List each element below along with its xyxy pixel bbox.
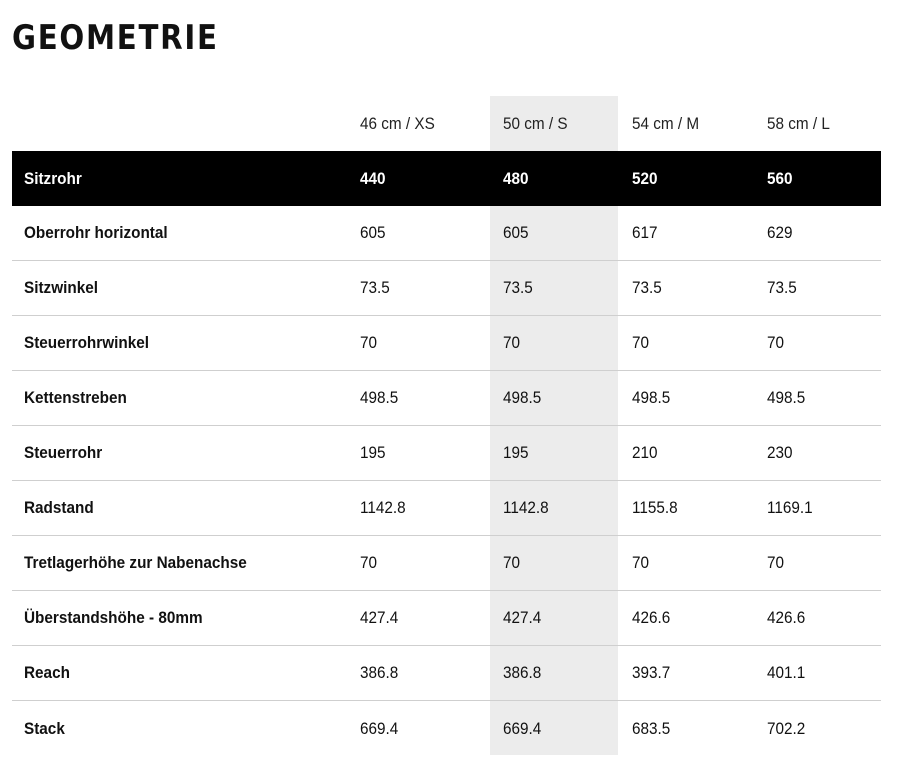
row-label: Tretlagerhöhe zur Nabenachse [24, 553, 247, 572]
table-row-oberrohr-horizontal[interactable] [12, 206, 881, 261]
cell-value: 70 [503, 553, 521, 572]
table-row-steuerrohr[interactable] [12, 426, 881, 481]
cell-value: 210 [632, 443, 658, 462]
cell-value: 73.5 [767, 278, 797, 297]
row-label: Kettenstreben [24, 388, 127, 407]
cell-value: 70 [767, 553, 785, 572]
table-row-reach[interactable] [12, 646, 881, 701]
cell-value: 498.5 [503, 388, 542, 407]
cell-value: 702.2 [767, 718, 806, 738]
table-header-row [12, 96, 881, 151]
cell-value: 73.5 [360, 278, 390, 297]
cell-value: 73.5 [632, 278, 662, 297]
row-label: Radstand [24, 498, 94, 517]
cell-value: 427.4 [503, 608, 542, 627]
table-row-kettenstreben[interactable] [12, 371, 881, 426]
table-row-tretlagerhoehe[interactable] [12, 536, 881, 591]
cell-value: 1169.1 [767, 498, 813, 517]
row-label: Reach [24, 663, 70, 682]
cell-value: 560 [767, 168, 793, 188]
cell-value: 498.5 [767, 388, 806, 407]
cell-value: 520 [632, 168, 658, 188]
table-row-steuerrohrwinkel[interactable] [12, 316, 881, 371]
column-header-xs[interactable]: 46 cm / XS [360, 113, 435, 133]
row-label: Steuerrohrwinkel [24, 333, 149, 352]
cell-value: 480 [503, 168, 529, 188]
cell-value: 230 [767, 443, 793, 462]
table-row-stack[interactable] [12, 701, 881, 756]
geometry-table [12, 96, 881, 756]
cell-value: 1142.8 [503, 498, 549, 517]
column-header-l[interactable]: 58 cm / L [767, 113, 830, 133]
table-row-sitzrohr[interactable] [12, 151, 881, 206]
cell-value: 1142.8 [360, 498, 406, 517]
cell-value: 498.5 [360, 388, 399, 407]
table-row-radstand[interactable] [12, 481, 881, 536]
cell-value: 401.1 [767, 663, 806, 682]
cell-value: 498.5 [632, 388, 671, 407]
cell-value: 70 [360, 553, 378, 572]
cell-value: 70 [767, 333, 785, 352]
cell-value: 669.4 [360, 718, 399, 738]
cell-value: 683.5 [632, 718, 671, 738]
cell-value: 629 [767, 223, 793, 242]
cell-value: 195 [360, 443, 386, 462]
column-header-m[interactable]: 54 cm / M [632, 113, 700, 133]
cell-value: 426.6 [632, 608, 671, 627]
cell-value: 605 [503, 223, 529, 242]
row-label: Überstandshöhe - 80mm [24, 608, 203, 627]
cell-value: 70 [632, 333, 650, 352]
page-title: GEOMETRIE [12, 18, 219, 58]
cell-value: 393.7 [632, 663, 671, 682]
cell-value: 70 [503, 333, 521, 352]
row-label: Stack [24, 718, 65, 738]
column-header-s[interactable]: 50 cm / S [503, 113, 568, 133]
cell-value: 426.6 [767, 608, 806, 627]
table-row-sitzwinkel[interactable] [12, 261, 881, 316]
cell-value: 386.8 [360, 663, 399, 682]
cell-value: 605 [360, 223, 386, 242]
cell-value: 386.8 [503, 663, 542, 682]
cell-value: 1155.8 [632, 498, 678, 517]
table-row-ueberstandshoehe[interactable] [12, 591, 881, 646]
cell-value: 669.4 [503, 718, 542, 738]
row-label: Oberrohr horizontal [24, 223, 168, 242]
row-label: Steuerrohr [24, 443, 103, 462]
cell-value: 617 [632, 223, 658, 242]
cell-value: 195 [503, 443, 529, 462]
row-label: Sitzwinkel [24, 278, 98, 297]
cell-value: 70 [360, 333, 378, 352]
cell-value: 70 [632, 553, 650, 572]
cell-value: 440 [360, 168, 386, 188]
cell-value: 427.4 [360, 608, 399, 627]
row-label: Sitzrohr [24, 168, 82, 188]
cell-value: 73.5 [503, 278, 533, 297]
